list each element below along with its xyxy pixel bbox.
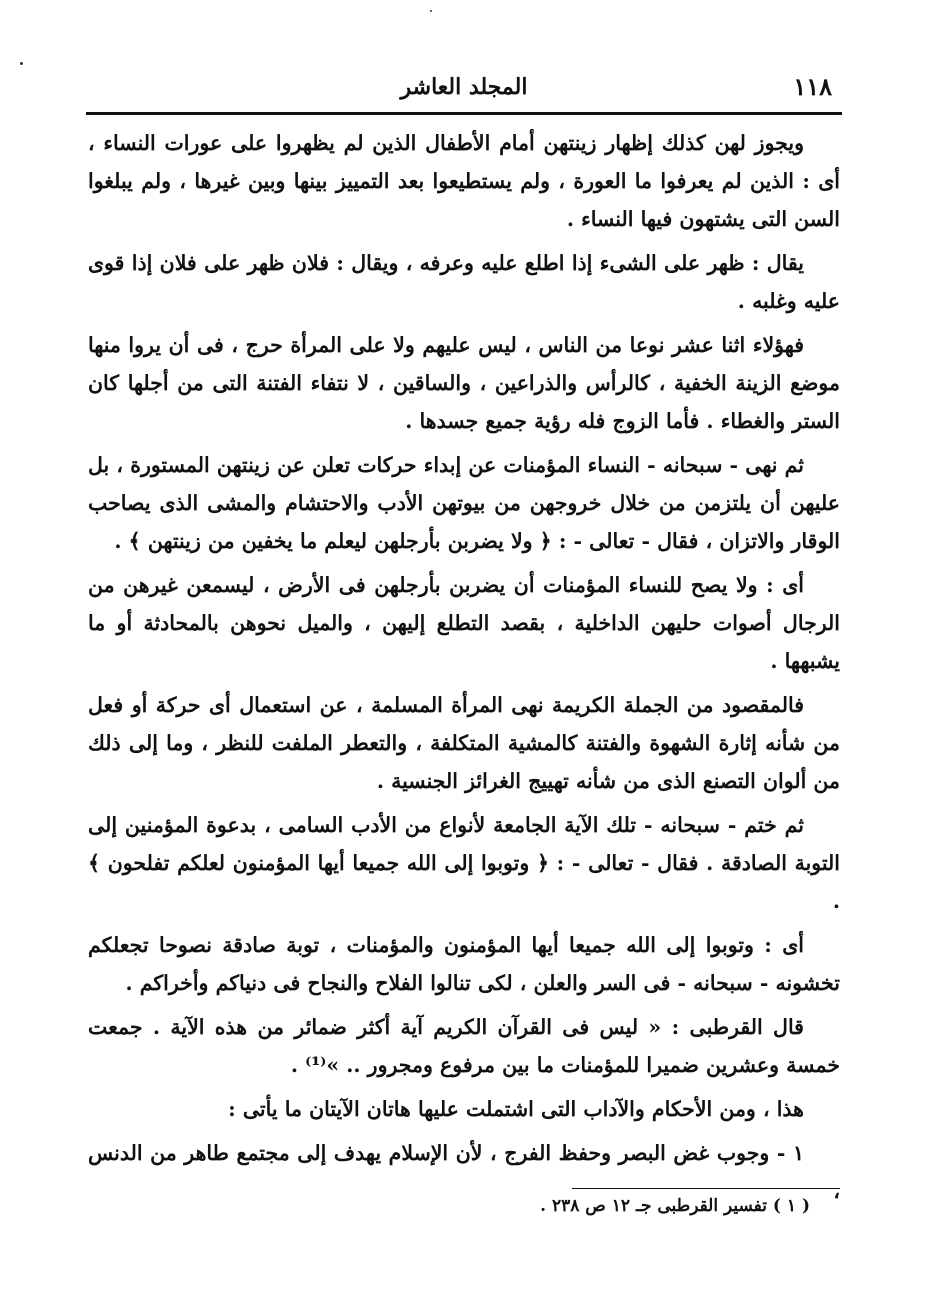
body-text [88,124,840,1210]
paragraph: ١ - وجوب غض البصر وحفظ الفرج ، لأن الإسلام يهدف إلى مجتمع طاهر من الدنس ، [88,1141,840,1203]
page-number: ١١٨ [793,72,832,101]
paragraph: يقال : ظهر على الشىء إذا اطلع عليه وعرفه ، ويقال : فلان ظهر على فلان إذا قوى عليه وغلبه . [88,251,840,313]
paragraph: هذا ، ومن الأحكام والآداب التى اشتملت عليها هاتان الآيتان ما يأتى : [228,1097,804,1121]
paragraph: قال القرطبى : « ليس فى القرآن الكريم آية أكثر ضمائر من هذه الآية . جمعت خمسة وعشرين ضميرا للمؤمنات ما بين مرفوع ومجرور .. »⁽¹⁾ . [88,1015,840,1077]
paragraph: ثم ختم - سبحانه - تلك الآية الجامعة لأنواع من الأدب السامى ، بدعوة المؤمنين إلى التوبة الصادقة . فقال - تعالى - : ﴿ وتوبوا إلى الله جميعا أيها المؤمنون لعلكم تفلحون ﴾ . [88,813,840,913]
paragraph: أى : ولا يصح للنساء المؤمنات أن يضربن بأرجلهن فى الأرض ، ليسمعن غيرهن من الرجال أصوات حليهن الداخلية ، بقصد التطلع إليهن ، والميل نحوهن بالمحادثة أو ما يشبهها . [88,573,840,673]
paragraph: فهؤلاء اثنا عشر نوعا من الناس ، ليس عليهم ولا على المرأة حرج ، فى أن يروا منها موضع الزينة الخفية ، كالرأس والذراعين ، والساقين ، لا نتفاء الفتنة التى من أجلها كان الستر والغطاء . فأما الزوج فله رؤية جميع جسدها . [88,333,840,433]
scan-speck [430,10,432,12]
paragraph: ثم نهى - سبحانه - النساء المؤمنات عن إبداء حركات تعلن عن زينتهن المستورة ، بل عليهن أن يلتزمن من خلال خروجهن من بيوتهن الأدب والاحتشام والمشى الذى يصاحب الوقار والاتزان ، فقال - تعالى - : ﴿ ولا يضربن بأرجلهن ليعلم ما يخفين من زينتهن ﴾ . [88,453,840,553]
footnote: ( ١ ) تفسير القرطبى جـ ١٢ ص ٢٣٨ . [540,1196,810,1216]
header-rule [86,112,842,115]
running-head: المجلد العاشر [400,74,528,100]
scan-speck [20,62,23,65]
page-header [88,66,840,106]
paragraph: أى : وتوبوا إلى الله جميعا أيها المؤمنون والمؤمنات ، توبة صادقة نصوحا تجعلكم تخشونه - سبحانه - فى السر والعلن ، لكى تنالوا الفلاح والنجاح فى دنياكم وأخراكم . [88,933,840,995]
footnote-rule [572,1188,840,1189]
paragraph: فالمقصود من الجملة الكريمة نهى المرأة المسلمة ، عن استعمال أى حركة أو فعل من شأنه إثارة الشهوة والفتنة كالمشية المتكلفة ، والتعطر الملفت للنظر ، وما إلى ذلك من ألوان التصنع الذى من شأنه تهييج الغرائز الجنسية . [88,693,840,793]
paragraph: ويجوز لهن كذلك إظهار زينتهن أمام الأطفال الذين لم يظهروا على عورات النساء ، أى : الذين لم يعرفوا ما العورة ، ولم يستطيعوا بعد التمييز بينها وبين غيرها ، ولم يبلغوا السن التى يشتهون فيها النساء . [88,131,840,231]
